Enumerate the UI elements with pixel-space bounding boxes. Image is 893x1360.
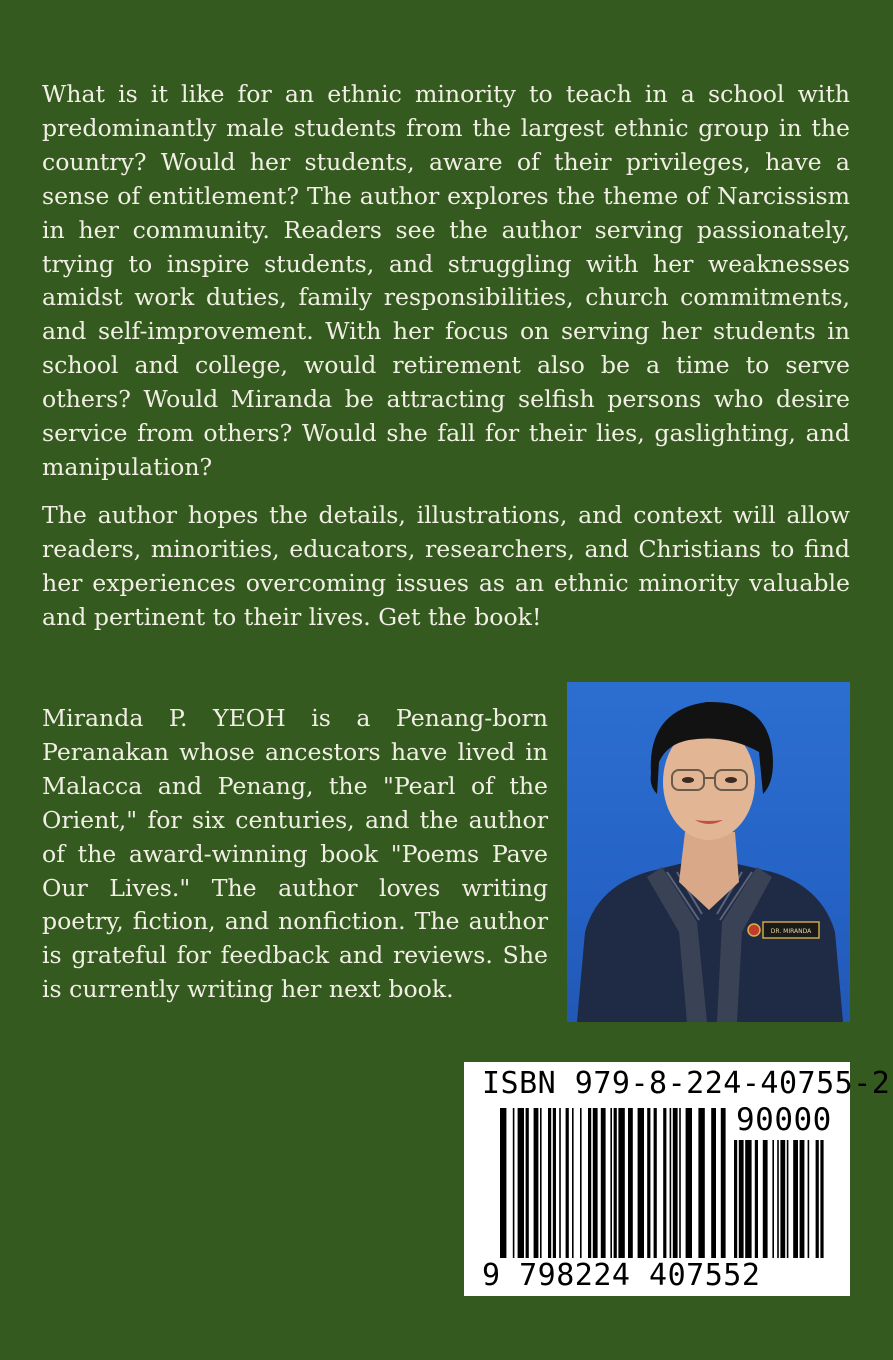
- barcode-bar: [548, 1108, 551, 1258]
- barcode-bar: [540, 1108, 542, 1258]
- barcode-bar: [663, 1108, 666, 1258]
- barcode-bar: [572, 1108, 574, 1258]
- barcode-bar: [820, 1140, 823, 1258]
- barcode-bar: [647, 1108, 650, 1258]
- barcode-bar: [670, 1108, 672, 1258]
- barcode-bar: [566, 1108, 569, 1258]
- name-badge-text: DR. MIRANDA: [770, 928, 812, 935]
- barcode-bar: [711, 1108, 716, 1258]
- author-photo: [567, 682, 850, 1022]
- ean-barcode-bars: [500, 1108, 726, 1258]
- barcode-bar: [780, 1140, 785, 1258]
- barcode-bar: [673, 1108, 678, 1258]
- barcode-bar: [614, 1108, 617, 1258]
- author-bio: [42, 702, 548, 1007]
- barcode-bar: [638, 1108, 644, 1258]
- barcode-bar: [679, 1108, 681, 1258]
- price-code: 90000: [736, 1102, 832, 1138]
- barcode-bar: [745, 1140, 751, 1258]
- barcode-bar: [698, 1108, 704, 1258]
- barcode-bar: [610, 1108, 612, 1258]
- barcode-bar: [601, 1108, 606, 1258]
- barcode-bar: [500, 1108, 506, 1258]
- barcode-bar: [686, 1108, 692, 1258]
- barcode-bar: [800, 1140, 805, 1258]
- barcode-bar: [593, 1108, 598, 1258]
- barcode-bar: [534, 1108, 539, 1258]
- blurb-paragraph-2: The author hopes the details, illustrations, and context will allow readers, minorities, educators, researchers, and Christians to find her experiences overcoming issues as an ethnic minority valuable and pertinent to their lives. Get the book!: [42, 500, 850, 631]
- barcode-bar: [721, 1108, 726, 1258]
- ean-digits: 9 798224 407552: [482, 1258, 761, 1293]
- barcode-bar: [513, 1108, 515, 1258]
- isbn-label: ISBN 979-8-224-40755-2: [482, 1066, 891, 1101]
- barcode-bar: [518, 1108, 524, 1258]
- author-portrait-illustration: [567, 682, 850, 1022]
- back-cover-blurb: [42, 78, 850, 649]
- addon-barcode-bars: [734, 1140, 826, 1258]
- barcode-bar: [526, 1108, 529, 1258]
- blurb-paragraph-1: What is it like for an ethnic minority to teach in a school with predominantly male students from the largest ethnic group in the country? Would her students, aware of their privileges, have a sense of entitlement? The author explores the theme of Narcissism in her community. Readers see the author serving passionately, trying to inspire students, and struggling with her weaknesses amidst work duties, family responsibilities, church commitments, and self-improvement. With her focus on serving her students in school and college, would retirement also be a time to serve others? Would Miranda be attracting selfish persons who desire service from others? Would she fall for their lies, gaslighting, and manipulation?: [42, 80, 850, 481]
- barcode-bar: [553, 1108, 556, 1258]
- barcode-bar: [763, 1140, 768, 1258]
- author-bio-text: Miranda P. YEOH is a Penang-born Peranakan whose ancestors have lived in Malacca and Penang, the "Pearl of the Orient," for six centuries, and the author of the award-winning book "Poems Pave Our Lives." The author loves writing poetry, fiction, and nonfiction. The author is grateful for feedback and reviews. She is currently writing her next book.: [42, 704, 548, 1004]
- barcode-bar: [777, 1140, 779, 1258]
- barcode-bar: [755, 1140, 758, 1258]
- barcode-bar: [734, 1140, 737, 1258]
- barcode-bar: [580, 1108, 582, 1258]
- barcode-bar: [618, 1108, 624, 1258]
- isbn-barcode: [464, 1062, 891, 1296]
- barcode-bar: [787, 1140, 789, 1258]
- barcode-bar: [816, 1140, 819, 1258]
- barcode-bar: [628, 1108, 633, 1258]
- barcode-bar: [793, 1140, 798, 1258]
- barcode-bar: [808, 1140, 810, 1258]
- barcode-bar: [739, 1140, 744, 1258]
- barcode-bar: [588, 1108, 591, 1258]
- barcode-bar: [772, 1140, 774, 1258]
- barcode-bar: [654, 1108, 657, 1258]
- barcode-bar: [559, 1108, 561, 1258]
